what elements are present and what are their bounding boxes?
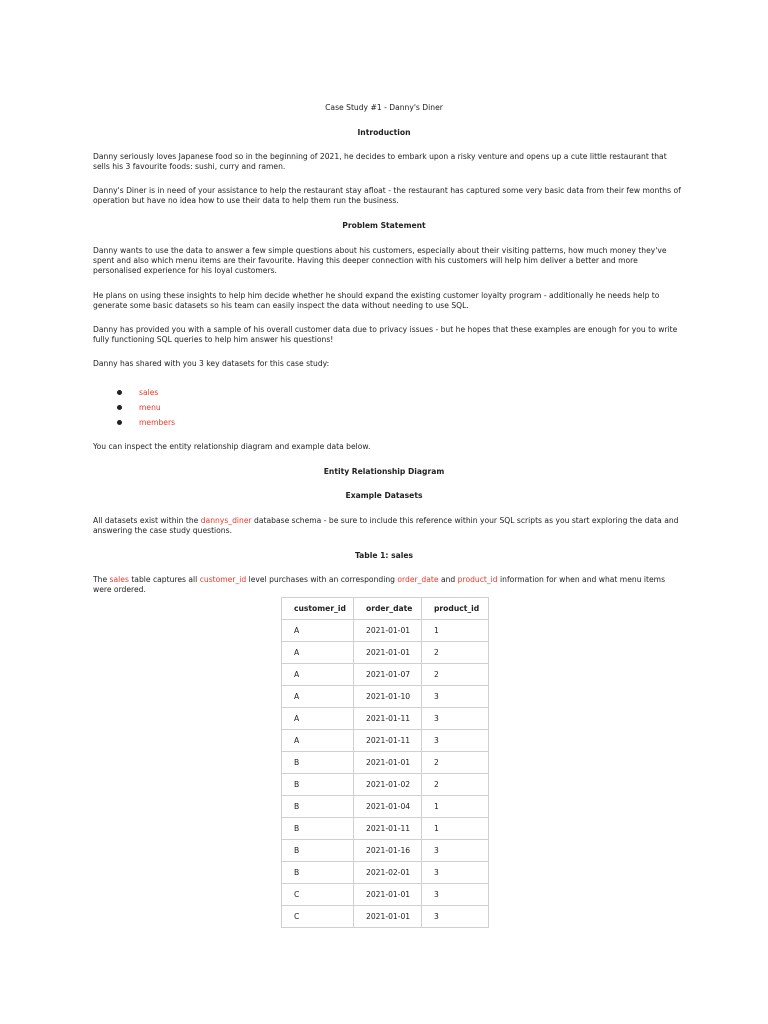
table-row bbox=[282, 840, 489, 862]
table-cell: C bbox=[282, 906, 354, 928]
dataset-link[interactable]: sales bbox=[139, 388, 159, 397]
table-cell: 2021-01-16 bbox=[354, 840, 422, 862]
problem-statement-heading: Problem Statement bbox=[342, 221, 426, 230]
table-cell: 3 bbox=[422, 840, 489, 862]
table-cell: 1 bbox=[422, 796, 489, 818]
dataset-link[interactable]: menu bbox=[139, 403, 161, 412]
text-segment: level purchases with an corresponding bbox=[246, 575, 398, 584]
table-row bbox=[282, 796, 489, 818]
bullet-icon bbox=[117, 390, 122, 395]
table-cell: A bbox=[282, 620, 354, 642]
table-row bbox=[282, 708, 489, 730]
table-row bbox=[282, 884, 489, 906]
table-cell: 2021-01-11 bbox=[354, 730, 422, 752]
table-cell: 2 bbox=[422, 664, 489, 686]
table-cell: 2 bbox=[422, 752, 489, 774]
code-sales: sales bbox=[109, 575, 129, 584]
table-cell: A bbox=[282, 664, 354, 686]
datasets-intro: Danny has shared with you 3 key datasets for this case study: bbox=[93, 359, 330, 368]
table-cell: 2 bbox=[422, 642, 489, 664]
text-segment: and bbox=[438, 575, 458, 584]
problem-paragraph-1: Danny wants to use the data to answer a few simple questions about his customers, especially about their visiting patterns, how much money they've spent and also which menu items are their favourite. Having this deeper connection with his customers will help him deliver a better and more personalised experience for his loyal customers. bbox=[93, 246, 667, 275]
table-cell: 3 bbox=[422, 884, 489, 906]
table-row bbox=[282, 664, 489, 686]
table-cell: 2021-01-01 bbox=[354, 620, 422, 642]
dataset-item-menu[interactable] bbox=[115, 403, 175, 418]
dataset-item-members[interactable] bbox=[115, 418, 175, 433]
schema-text-post: database schema - be sure to include this reference within your SQL scripts as you start exploring the data and answering the case study questions. bbox=[93, 516, 679, 535]
dataset-item-sales[interactable] bbox=[115, 388, 175, 403]
sales-description bbox=[93, 575, 683, 595]
table-cell: 2021-01-01 bbox=[354, 752, 422, 774]
table-cell: B bbox=[282, 774, 354, 796]
table-cell: 2021-01-01 bbox=[354, 884, 422, 906]
problem-paragraph-3: Danny has provided you with a sample of his overall customer data due to privacy issues - but he hopes that these examples are enough for you to write fully functioning SQL queries to help him answer his questions! bbox=[93, 325, 678, 344]
table-row bbox=[282, 906, 489, 928]
column-header: customer_id bbox=[282, 598, 354, 620]
text-segment: table captures all bbox=[128, 575, 200, 584]
table-row bbox=[282, 862, 489, 884]
table-row bbox=[282, 686, 489, 708]
table-cell: 3 bbox=[422, 730, 489, 752]
table-cell: 3 bbox=[422, 708, 489, 730]
table-cell: 1 bbox=[422, 818, 489, 840]
schema-text-pre: All datasets exist within the bbox=[93, 516, 201, 525]
table-row bbox=[282, 642, 489, 664]
table-cell: B bbox=[282, 862, 354, 884]
bullet-icon bbox=[117, 405, 122, 410]
erd-heading: Entity Relationship Diagram bbox=[323, 467, 445, 476]
problem-paragraph-2: He plans on using these insights to help him decide whether he should expand the existing customer loyalty program - additionally he needs help to generate some basic datasets so his team can easily inspect the data without needing to use SQL. bbox=[93, 291, 660, 310]
table-row bbox=[282, 752, 489, 774]
table-row bbox=[282, 730, 489, 752]
bullet-icon bbox=[117, 420, 122, 425]
introduction-heading: Introduction bbox=[357, 128, 411, 137]
table-cell: 1 bbox=[422, 620, 489, 642]
table-cell: B bbox=[282, 796, 354, 818]
code-customer-id: customer_id bbox=[199, 575, 247, 584]
table-cell: B bbox=[282, 840, 354, 862]
table-cell: 2021-02-01 bbox=[354, 862, 422, 884]
table-cell: 2021-01-07 bbox=[354, 664, 422, 686]
code-product-id: product_id bbox=[457, 575, 498, 584]
table-cell: 2021-01-11 bbox=[354, 708, 422, 730]
table-cell: A bbox=[282, 686, 354, 708]
intro-paragraph-2: Danny's Diner is in need of your assistance to help the restaurant stay afloat - the restaurant has captured some very basic data from their few months of operation but have no idea how to use their data to help them run the business. bbox=[93, 186, 681, 205]
table-cell: 3 bbox=[422, 686, 489, 708]
text-segment: information for when and what menu items were ordered. bbox=[93, 575, 666, 594]
table-cell: 2021-01-04 bbox=[354, 796, 422, 818]
dataset-list bbox=[115, 388, 175, 433]
table-cell: A bbox=[282, 642, 354, 664]
dataset-link[interactable]: members bbox=[139, 418, 176, 427]
table-row bbox=[282, 774, 489, 796]
table-cell: 2021-01-01 bbox=[354, 906, 422, 928]
page-title: Case Study #1 - Danny's Diner bbox=[325, 103, 443, 112]
table-cell: 2021-01-10 bbox=[354, 686, 422, 708]
text-segment: The bbox=[93, 575, 110, 584]
table-cell: 2021-01-01 bbox=[354, 642, 422, 664]
table-cell: 2021-01-02 bbox=[354, 774, 422, 796]
code-order-date: order_date bbox=[397, 575, 439, 584]
table-cell: 2 bbox=[422, 774, 489, 796]
table-cell: A bbox=[282, 708, 354, 730]
table-cell: B bbox=[282, 818, 354, 840]
table-1-heading: Table 1: sales bbox=[354, 551, 414, 560]
table-header-row bbox=[282, 598, 489, 620]
table-cell: 2021-01-11 bbox=[354, 818, 422, 840]
intro-paragraph-1: Danny seriously loves Japanese food so in the beginning of 2021, he decides to embark upon a risky venture and opens up a cute little restaurant that sells his 3 favourite foods: sushi, curry and ramen. bbox=[93, 152, 667, 171]
table-cell: B bbox=[282, 752, 354, 774]
example-datasets-heading: Example Datasets bbox=[345, 491, 423, 500]
sales-table bbox=[281, 597, 489, 928]
table-row bbox=[282, 620, 489, 642]
table-row bbox=[282, 818, 489, 840]
table-cell: 3 bbox=[422, 906, 489, 928]
column-header: product_id bbox=[422, 598, 489, 620]
table-cell: 3 bbox=[422, 862, 489, 884]
schema-paragraph bbox=[93, 516, 683, 536]
table-body bbox=[282, 620, 489, 928]
table-cell: C bbox=[282, 884, 354, 906]
inspect-text: You can inspect the entity relationship diagram and example data below. bbox=[93, 442, 371, 451]
table-cell: A bbox=[282, 730, 354, 752]
schema-name: dannys_diner bbox=[200, 516, 252, 525]
column-header: order_date bbox=[354, 598, 422, 620]
